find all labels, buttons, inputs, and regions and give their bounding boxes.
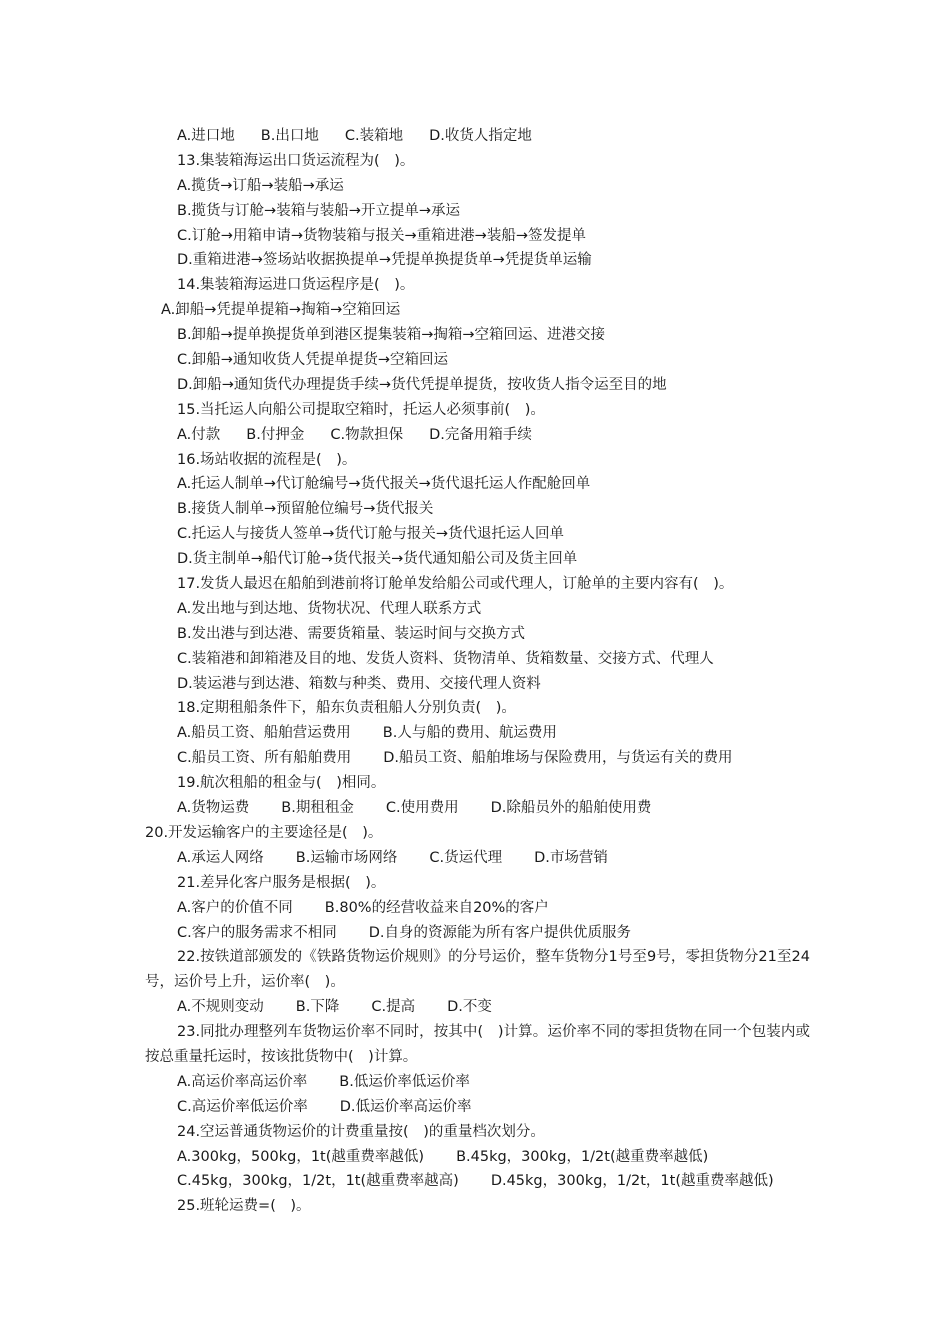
option-14c: C.卸船→通知收货人凭提单提货→空箱回运	[177, 352, 449, 369]
options-q24-cd	[145, 1169, 810, 1194]
question-22	[145, 945, 810, 995]
option-b: B.期租租金	[281, 800, 354, 817]
options-q21-cd	[145, 921, 810, 946]
option-d: D.不变	[447, 999, 492, 1016]
question-21: 21.差异化客户服务是根据( )。	[177, 874, 386, 891]
options-q18-cd	[145, 746, 810, 771]
question-15: 15.当托运人向船公司提取空箱时，托运人必须事前( )。	[177, 401, 545, 418]
question-22-text: 22.按铁道部颁发的《铁路货物运价规则》的分号运价，整车货物分1号至9号，零担货物分21至24号，运价号上升，运价率( )。	[145, 949, 810, 991]
question-18: 18.定期租船条件下，船东负责租船人分别负责( )。	[177, 700, 516, 717]
question-13: 13.集装箱海运出口货运流程为( )。	[177, 152, 415, 169]
option-b: B.付押金	[246, 426, 305, 443]
option-c: C.45kg，300kg，1/2t，1t(越重费率越高)	[177, 1173, 459, 1190]
option-a: A.进口地	[177, 128, 235, 144]
question-23	[145, 1020, 810, 1070]
option-a: A.客户的价值不同	[177, 899, 293, 916]
option-13b: B.揽货与订舱→装箱与装船→开立提单→承运	[177, 202, 461, 219]
option-c: C.客户的服务需求不相同	[177, 924, 337, 941]
option-a: A.高运价率高运价率	[177, 1073, 308, 1090]
option-14a: A.卸船→凭提单提箱→掏箱→空箱回运	[161, 302, 401, 319]
option-17d: D.装运港与到达港、箱数与种类、费用、交接代理人资料	[177, 675, 541, 692]
option-a: A.货物运费	[177, 800, 250, 817]
option-d: D.低运价率高运价率	[339, 1098, 472, 1115]
options-q18-ab	[145, 721, 810, 746]
option-d: D.收货人指定地	[429, 128, 532, 144]
option-d: D.自身的资源能为所有客户提供优质服务	[368, 924, 632, 941]
option-a: A.承运人网络	[177, 849, 264, 866]
question-17: 17.发货人最迟在船舶到港前将订舱单发给船公司或代理人，订舱单的主要内容有( )。	[177, 576, 734, 593]
option-b: B.运输市场网络	[295, 849, 398, 866]
option-d: D.45kg，300kg，1/2t，1t(越重费率越低)	[490, 1173, 774, 1190]
option-a: A.300kg，500kg，1t(越重费率越低)	[177, 1148, 425, 1165]
option-c: C.货运代理	[429, 849, 503, 866]
option-d: D.完备用箱手续	[429, 426, 532, 443]
question-16: 16.场站收据的流程是( )。	[177, 451, 357, 468]
option-b: B.低运价率低运价率	[339, 1073, 470, 1090]
option-c: C.船员工资、所有船舶费用	[177, 750, 352, 767]
option-17a: A.发出地与到达地、货物状况、代理人联系方式	[177, 600, 482, 617]
option-b: B.下降	[295, 999, 340, 1016]
question-23-text: 23.同批办理整列车货物运价率不同时，按其中( )计算。运价率不同的零担货物在同一个包装内或按总重量托运时，按该批货物中( )计算。	[145, 1024, 810, 1065]
option-a: A.船员工资、船舶营运费用	[177, 725, 351, 742]
option-13c: C.订舱→用箱申请→货物装箱与报关→重箱进港→装船→签发提单	[177, 227, 586, 244]
option-16b: B.接货人制单→预留舱位编号→货代报关	[177, 501, 434, 518]
option-c: C.使用费用	[385, 800, 459, 817]
options-q23-cd	[145, 1095, 810, 1120]
option-14d: D.卸船→通知货代办理提货手续→货代凭提单提货，按收货人指令运至目的地	[177, 376, 667, 393]
option-d: D.市场营销	[534, 849, 608, 866]
options-q20	[145, 846, 810, 871]
option-13a: A.揽货→订船→装船→承运	[177, 177, 344, 194]
option-13d: D.重箱进港→签场站收据换提单→凭提单换提货单→凭提货单运输	[177, 252, 592, 269]
option-b: B.出口地	[260, 128, 319, 144]
options-q24-ab	[145, 1145, 810, 1170]
options-q15	[145, 423, 810, 448]
option-14b: B.卸船→提单换提货单到港区提集装箱→掏箱→空箱回运、进港交接	[177, 327, 606, 344]
options-q19	[145, 796, 810, 821]
option-a: A.付款	[177, 426, 221, 443]
option-b: B.45kg，300kg，1/2t(越重费率越低)	[456, 1148, 709, 1165]
option-c: C.装箱地	[344, 128, 404, 144]
option-d: D.船员工资、船舶堆场与保险费用，与货运有关的费用	[383, 750, 733, 767]
option-b: B.人与船的费用、航运费用	[382, 725, 557, 742]
question-14: 14.集装箱海运进口货运程序是( )。	[177, 277, 415, 294]
options-q23-ab	[145, 1070, 810, 1095]
option-16c: C.托运人与接货人签单→货代订舱与报关→货代退托运人回单	[177, 526, 565, 543]
option-16a: A.托运人制单→代订舱编号→货代报关→货代退托运人作配舱回单	[177, 476, 591, 493]
option-c: C.高运价率低运价率	[177, 1098, 308, 1115]
option-17b: B.发出港与到达港、需要货箱量、装运时间与交换方式	[177, 625, 526, 642]
options-q12	[145, 124, 810, 149]
question-20: 20.开发运输客户的主要途径是( )。	[145, 824, 383, 841]
question-24: 24.空运普通货物运价的计费重量按( )的重量档次划分。	[177, 1123, 545, 1140]
question-25: 25.班轮运费=( )。	[177, 1198, 311, 1215]
options-q22	[145, 995, 810, 1020]
option-c: C.物款担保	[330, 426, 404, 443]
question-19: 19.航次租船的租金与( )相同。	[177, 775, 386, 792]
options-q21-ab	[145, 896, 810, 921]
option-c: C.提高	[371, 999, 416, 1016]
option-d: D.除船员外的船舶使用费	[490, 800, 652, 817]
option-17c: C.装箱港和卸箱港及目的地、发货人资料、货物清单、货箱数量、交接方式、代理人	[177, 650, 714, 667]
option-a: A.不规则变动	[177, 999, 264, 1016]
option-16d: D.货主制单→船代订舱→货代报关→货代通知船公司及货主回单	[177, 551, 578, 568]
question-text	[145, 124, 810, 1219]
option-b: B.80%的经营收益来自20%的客户	[324, 899, 549, 916]
